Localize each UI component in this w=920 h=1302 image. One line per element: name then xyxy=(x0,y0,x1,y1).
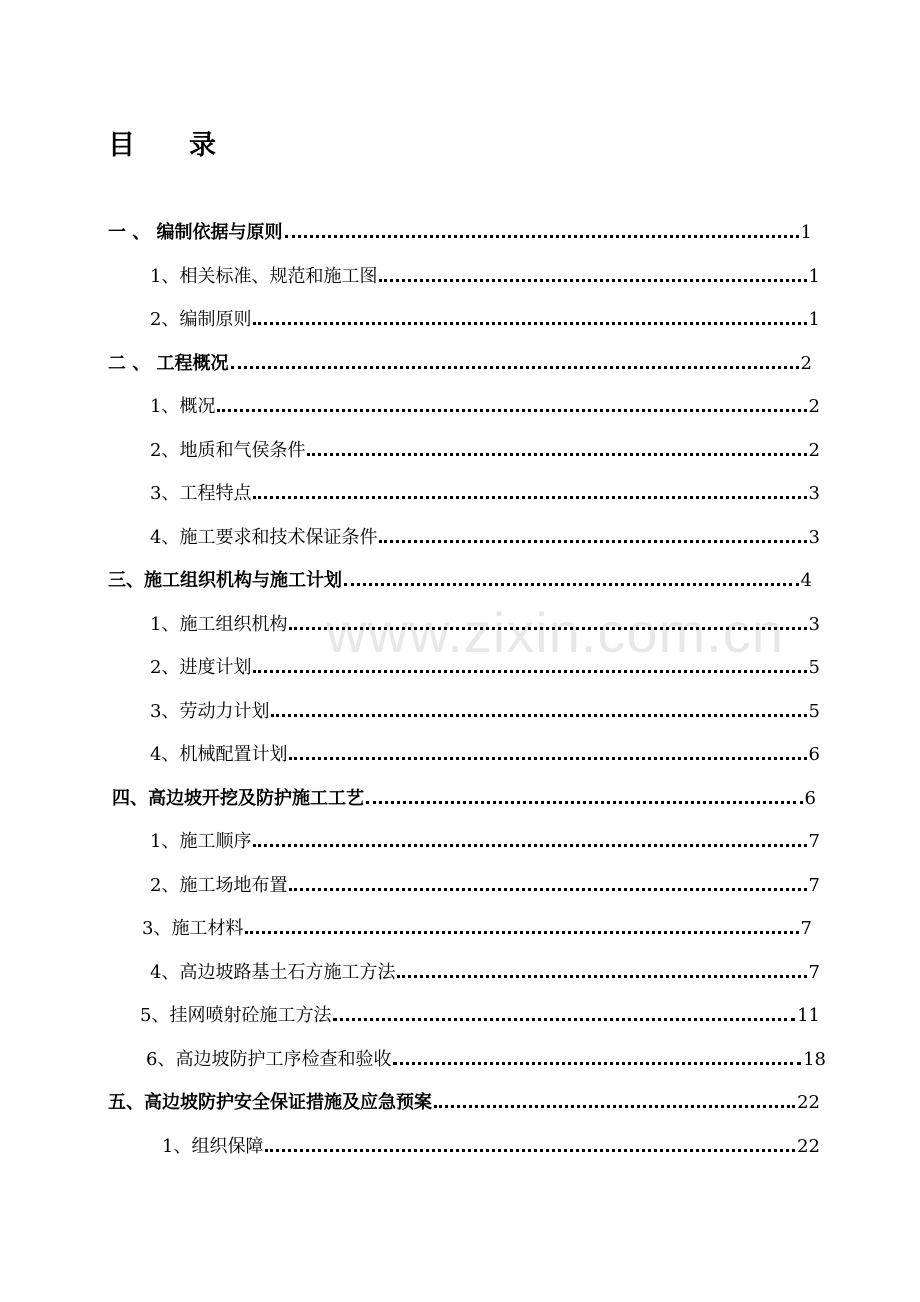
toc-entry[interactable] xyxy=(150,523,820,553)
toc-entry-label: 五、高边坡防护安全保证措施及应急预案 xyxy=(108,1092,432,1113)
toc-entry-page-number: 18 xyxy=(803,1049,826,1070)
toc-entry[interactable] xyxy=(150,305,820,335)
toc-entry-page-number: 6 xyxy=(804,788,816,809)
toc-dot-leader xyxy=(253,305,806,335)
toc-entry-page-number: 3 xyxy=(808,483,820,504)
toc-entry-label: 三、施工组织机构与施工计划 xyxy=(108,570,342,591)
toc-entry-page-number: 7 xyxy=(808,875,820,896)
toc-dot-leader xyxy=(397,958,806,988)
toc-entry-page-number: 22 xyxy=(797,1136,820,1157)
toc-entry-page-number: 7 xyxy=(808,831,820,852)
toc-entry-label: 2、编制原则 xyxy=(150,309,252,330)
toc-dot-leader xyxy=(231,349,799,379)
toc-dot-leader xyxy=(289,740,806,770)
toc-dot-leader xyxy=(265,1132,795,1162)
toc-entry[interactable] xyxy=(150,653,820,683)
toc-entry-label: 3、劳动力计划 xyxy=(150,701,270,722)
toc-entry-page-number: 2 xyxy=(808,440,820,461)
toc-dot-leader xyxy=(289,871,806,901)
toc-dot-leader xyxy=(344,566,799,596)
toc-entry-page-number: 1 xyxy=(808,266,820,287)
toc-dot-leader xyxy=(379,523,806,553)
toc-dot-leader xyxy=(333,1001,795,1031)
toc-entry-label: 6、高边坡防护工序检查和验收 xyxy=(146,1049,392,1070)
toc-entry-label: 1、施工顺序 xyxy=(150,831,252,852)
toc-entry-page-number: 2 xyxy=(800,353,812,374)
toc-entry-label: 1、组织保障 xyxy=(162,1136,264,1157)
toc-dot-leader xyxy=(366,784,803,814)
toc-entry-page-number: 3 xyxy=(808,527,820,548)
toc-entry-label: 一 、 编制依据与原则 xyxy=(108,222,283,243)
toc-entry-page-number: 22 xyxy=(797,1092,820,1113)
toc-dot-leader xyxy=(285,218,799,248)
toc-entry-page-number: 6 xyxy=(808,744,820,765)
toc-title: 目 录 xyxy=(108,130,216,161)
toc-entry-page-number: 2 xyxy=(808,396,820,417)
toc-dot-leader xyxy=(245,914,798,944)
toc-entry-label: 4、施工要求和技术保证条件 xyxy=(150,527,378,548)
watermark: www.zixin.com.cn xyxy=(326,601,784,664)
toc-entry-label: 3、工程特点 xyxy=(150,483,252,504)
toc-entry[interactable] xyxy=(150,610,820,640)
toc-dot-leader xyxy=(271,697,806,727)
toc-entry-label: 5、挂网喷射砼施工方法 xyxy=(140,1005,332,1026)
toc-dot-leader xyxy=(379,262,806,292)
toc-entry[interactable] xyxy=(150,697,820,727)
toc-dot-leader xyxy=(393,1045,801,1075)
toc-entry[interactable] xyxy=(150,871,820,901)
toc-entry[interactable] xyxy=(150,958,820,988)
toc-entry[interactable] xyxy=(150,436,820,466)
toc-entry-label: 2、地质和气侯条件 xyxy=(150,440,306,461)
toc-entry-label: 1、相关标准、规范和施工图 xyxy=(150,266,378,287)
toc-entry-label: 4、机械配置计划 xyxy=(150,744,288,765)
toc-entry-page-number: 1 xyxy=(800,222,812,243)
toc-dot-leader xyxy=(434,1088,795,1118)
toc-entry[interactable] xyxy=(150,827,820,857)
toc-dot-leader xyxy=(253,827,806,857)
toc-dot-leader xyxy=(307,436,806,466)
toc-entry-page-number: 3 xyxy=(808,614,820,635)
toc-entry-page-number: 1 xyxy=(808,309,820,330)
toc-entry-label: 二 、 工程概况 xyxy=(108,353,229,374)
toc-entry-label: 3、施工材料 xyxy=(142,918,244,939)
toc-entry[interactable] xyxy=(112,784,816,814)
toc-entry-label: 1、施工组织机构 xyxy=(150,614,288,635)
toc-entry-label: 1、概况 xyxy=(150,396,216,417)
toc-entry-label: 4、高边坡路基土石方施工方法 xyxy=(150,962,396,983)
toc-dot-leader xyxy=(289,610,806,640)
toc-entry[interactable] xyxy=(108,218,812,248)
toc-entry-page-number: 7 xyxy=(800,918,812,939)
toc-entry[interactable] xyxy=(162,1132,820,1162)
toc-entry[interactable] xyxy=(108,1088,820,1118)
toc-entry-page-number: 11 xyxy=(797,1005,820,1026)
toc-dot-leader xyxy=(253,479,806,509)
toc-entry[interactable] xyxy=(108,566,812,596)
toc-entry[interactable] xyxy=(150,262,820,292)
toc-entry-label: 四、高边坡开挖及防护施工工艺 xyxy=(112,788,364,809)
toc-entry[interactable] xyxy=(108,349,812,379)
toc-entry[interactable] xyxy=(150,392,820,422)
toc-entry[interactable] xyxy=(140,1001,820,1031)
toc-entry[interactable] xyxy=(150,479,820,509)
toc-entry[interactable] xyxy=(142,914,812,944)
toc-entry[interactable] xyxy=(150,740,820,770)
toc-entry-page-number: 5 xyxy=(808,657,820,678)
toc-entry[interactable] xyxy=(146,1045,826,1075)
toc-dot-leader xyxy=(253,653,806,683)
toc-entry-page-number: 4 xyxy=(800,570,812,591)
toc-entry-page-number: 5 xyxy=(808,701,820,722)
toc-dot-leader xyxy=(217,392,806,422)
toc-entry-label: 2、施工场地布置 xyxy=(150,875,288,896)
toc-entry-label: 2、进度计划 xyxy=(150,657,252,678)
toc-entry-page-number: 7 xyxy=(808,962,820,983)
